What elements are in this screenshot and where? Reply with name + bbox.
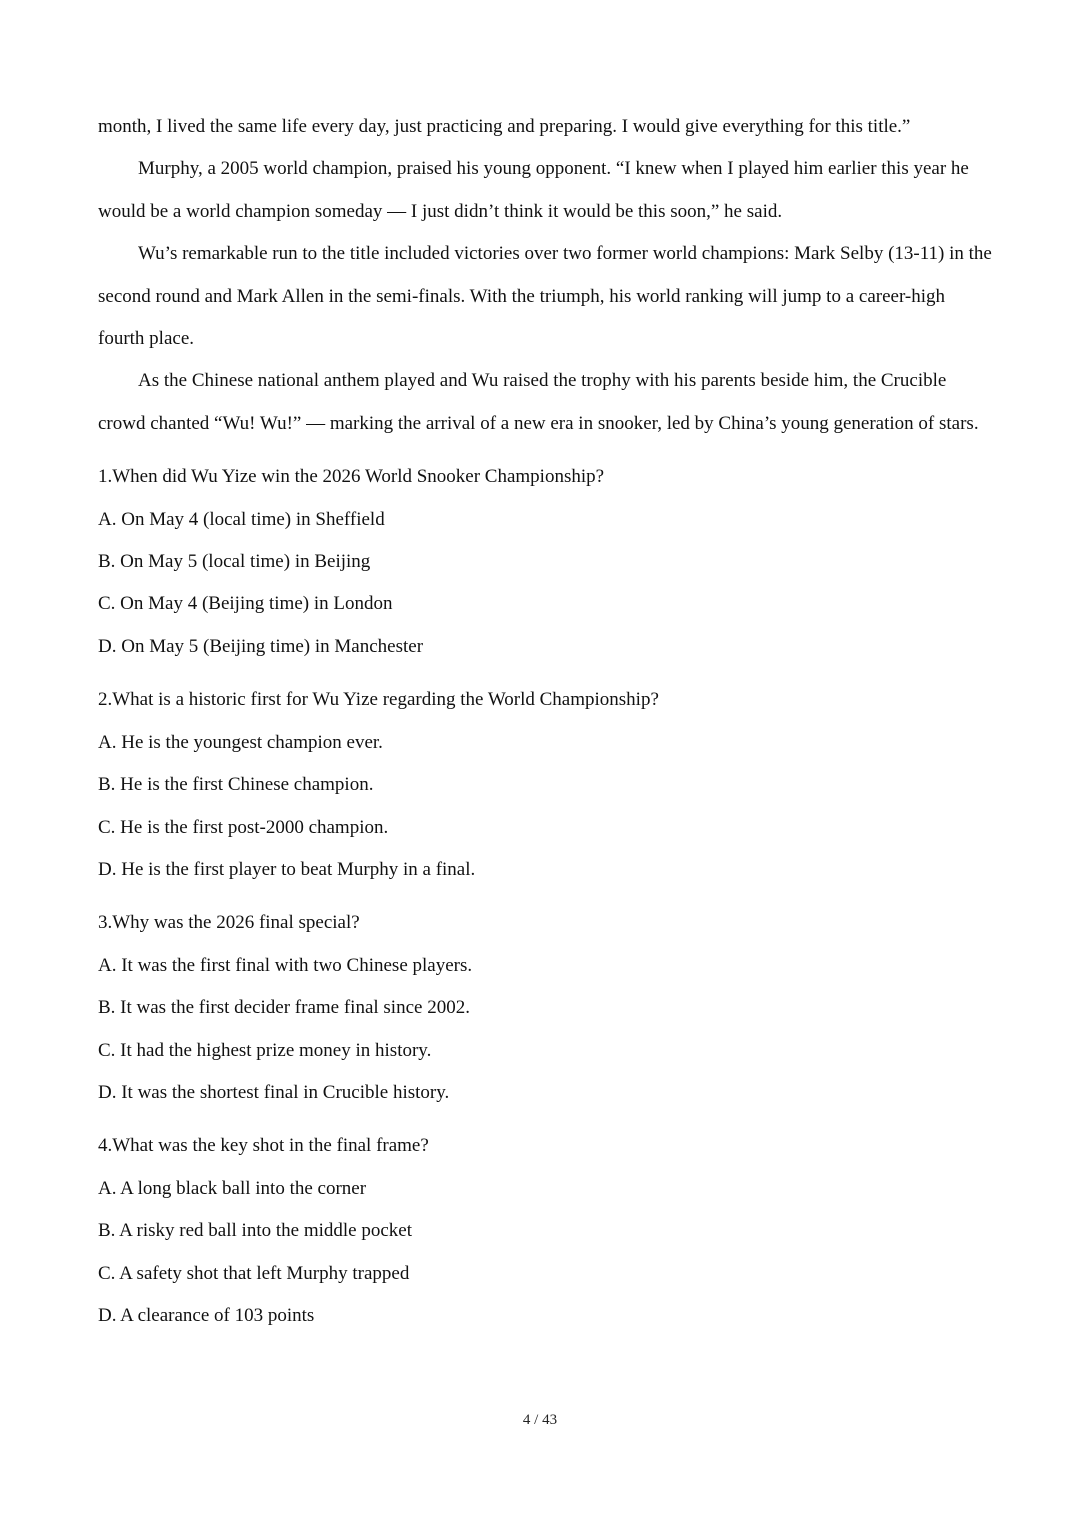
option-d: D. On May 5 (Beijing time) in Manchester: [98, 635, 424, 657]
question-4: [98, 1125, 993, 1337]
option-a: A. On May 4 (local time) in Sheffield: [98, 508, 385, 530]
passage-paragraph: Wu’s remarkable run to the title included victories over two former world champions: Mark Selby (13-11) in the second round and Mark Allen in the semi-finals. With the triumph, his world ranking will jump to a career-high fourth place.: [98, 243, 992, 350]
option-c: C. It had the highest prize money in history.: [98, 1039, 432, 1061]
question-2: [98, 679, 993, 891]
question-3: [98, 902, 993, 1114]
question-text: 4.What was the key shot in the final frame?: [98, 1135, 429, 1157]
question-text: 2.What is a historic first for Wu Yize regarding the World Championship?: [98, 689, 659, 711]
question-text: 1.When did Wu Yize win the 2026 World Snooker Championship?: [98, 466, 605, 488]
document-page: [98, 106, 993, 1337]
option-c: C. On May 4 (Beijing time) in London: [98, 593, 393, 615]
option-b: B. On May 5 (local time) in Beijing: [98, 551, 371, 573]
option-b: B. It was the first decider frame final since 2002.: [98, 997, 470, 1019]
passage-paragraph: Murphy, a 2005 world champion, praised his young opponent. “I knew when I played him earlier this year he would be a world champion someday — I just didn’t think it would be this soon,” he said.: [98, 158, 969, 222]
option-c: C. A safety shot that left Murphy trapped: [98, 1262, 410, 1284]
passage: [98, 106, 993, 445]
option-a: A. It was the first final with two Chinese players.: [98, 954, 473, 976]
passage-paragraph: As the Chinese national anthem played and Wu raised the trophy with his parents beside him, the Crucible crowd chanted “Wu! Wu!” — marking the arrival of a new era in snooker, led by China’s young generation of stars.: [98, 370, 979, 434]
question-1: [98, 456, 993, 668]
option-d: D. He is the first player to beat Murphy in a final.: [98, 858, 476, 880]
question-text: 3.Why was the 2026 final special?: [98, 912, 360, 934]
option-b: B. A risky red ball into the middle pocket: [98, 1220, 412, 1242]
option-b: B. He is the first Chinese champion.: [98, 774, 374, 796]
option-a: A. He is the youngest champion ever.: [98, 731, 383, 753]
passage-paragraph: month, I lived the same life every day, just practicing and preparing. I would give everything for this title.”: [98, 116, 911, 137]
option-d: D. A clearance of 103 points: [98, 1304, 315, 1326]
option-d: D. It was the shortest final in Crucible history.: [98, 1081, 450, 1103]
page-number: 4 / 43: [522, 1412, 558, 1428]
option-c: C. He is the first post-2000 champion.: [98, 816, 389, 838]
option-a: A. A long black ball into the corner: [98, 1177, 367, 1199]
